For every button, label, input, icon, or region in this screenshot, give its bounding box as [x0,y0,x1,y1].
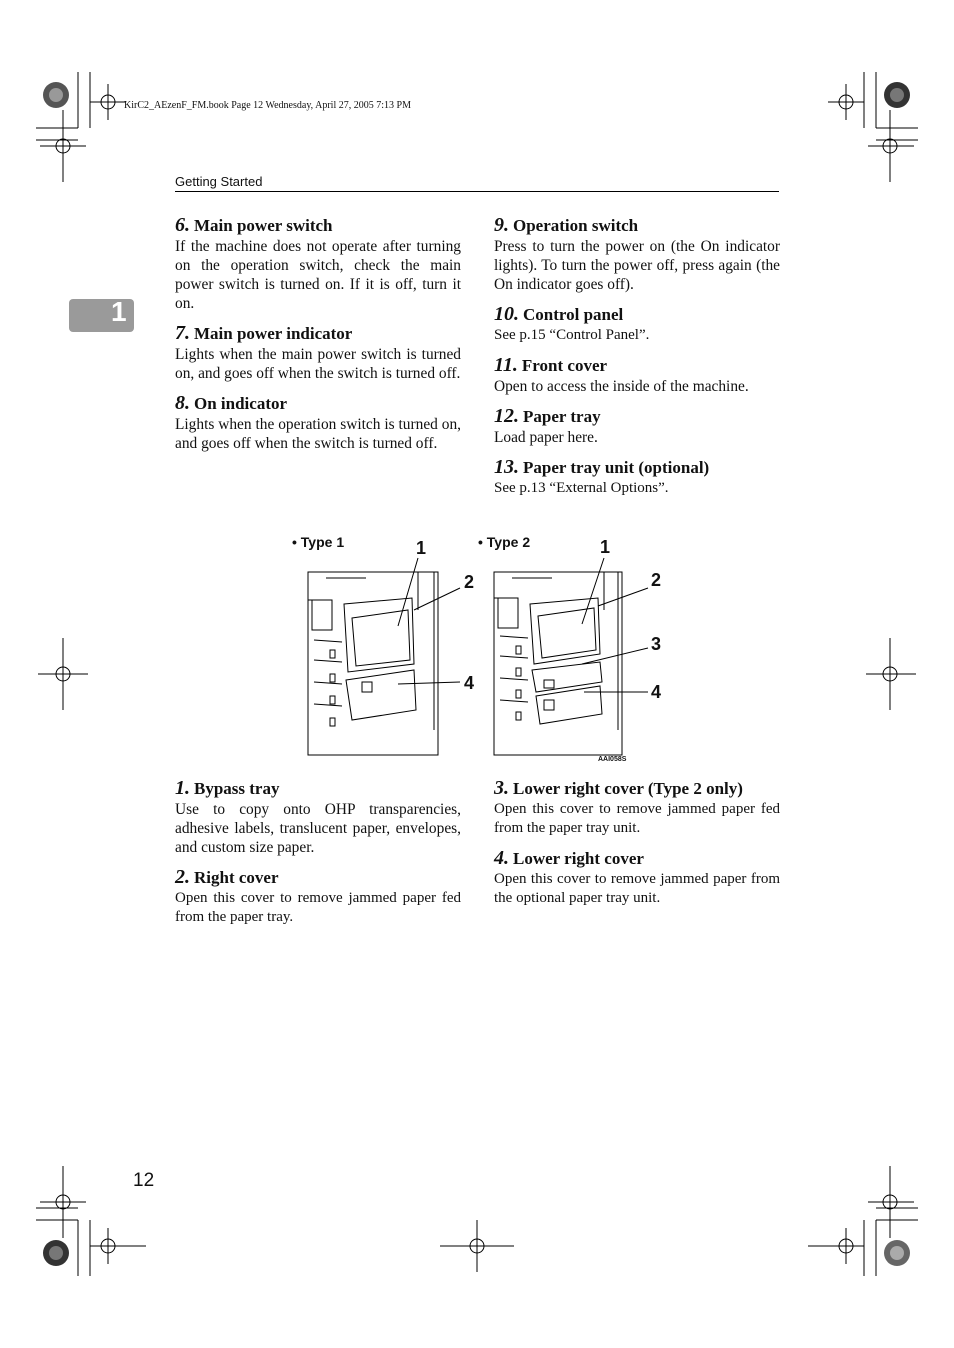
item-title: On indicator [194,394,288,413]
item-body: Press to turn the power on (the On indicator lights). To turn the power off, press again (the On indicator goes off). [494,238,780,293]
figure-type2-label: • Type 2 [478,534,531,550]
bottom-right-column [494,777,780,917]
item-title: Main power indicator [194,324,353,343]
item-body: Use to copy onto OHP transparencies, adhesive labels, translucent paper, envelopes, and custom size paper. [175,801,461,856]
item-number: 11. [494,354,518,376]
callout-type2-3: 3 [651,634,662,654]
item-number: 8. [175,392,190,414]
item-number: 1. [175,777,190,799]
callout-type1-4: 4 [464,673,475,693]
item-body: If the machine does not operate after turning on the operation switch, check the main power switch is turned on. If it is off, turn it on. [175,238,461,312]
item-title: Lower right cover [513,849,644,868]
item-body: Open to access the inside of the machine. [494,378,749,395]
figure-type1-label: • Type 1 [292,534,345,550]
item-title: Bypass tray [194,779,280,798]
callout-type1-1: 1 [416,538,427,558]
page-number: 12 [133,1170,155,1191]
item-number: 10. [494,303,519,325]
item-body: Open this cover to remove jammed paper fed from the paper tray. [175,890,461,925]
item-number: 7. [175,322,190,344]
book-info: KirC2_AEzenF_FM.book Page 12 Wednesday, April 27, 2005 7:13 PM [124,100,411,111]
bottom-left-column [175,777,461,936]
item-2 [175,866,461,927]
item-title: Lower right cover (Type 2 only) [513,779,743,798]
item-title: Operation switch [513,216,639,235]
item-4 [494,847,780,908]
item-title: Paper tray unit (optional) [523,458,710,477]
figure-code: AAI058S [598,756,627,763]
item-number: 6. [175,214,190,236]
item-number: 12. [494,405,519,427]
item-body: Open this cover to remove jammed paper from the optional paper tray unit. [494,871,780,906]
item-title: Main power switch [194,216,333,235]
item-body: Lights when the main power switch is turned on, and goes off when the switch is turned off. [175,346,461,382]
chapter-number: 1 [111,296,127,327]
item-3 [494,777,780,838]
item-title: Control panel [523,305,624,324]
callout-type2-4: 4 [651,682,662,702]
item-body: Load paper here. [494,429,598,446]
item-number: 4. [494,847,509,869]
callout-type2-1: 1 [600,537,611,557]
item-1 [175,777,461,857]
item-number: 3. [494,777,509,799]
item-title: Right cover [194,868,279,887]
item-number: 9. [494,214,509,236]
item-number: 13. [494,456,519,478]
item-body: See p.15 “Control Panel”. [494,327,650,343]
item-title: Front cover [521,356,608,375]
callout-type2-2: 2 [651,570,662,590]
callout-type1-2: 2 [464,572,475,592]
item-body: See p.13 “External Options”. [494,480,669,496]
item-body: Lights when the operation switch is turned on, and goes off when the switch is turned off. [175,416,461,452]
item-number: 2. [175,866,190,888]
item-body: Open this cover to remove jammed paper fed from the paper tray unit. [494,801,780,836]
item-title: Paper tray [523,407,601,426]
running-head: Getting Started [175,174,263,189]
